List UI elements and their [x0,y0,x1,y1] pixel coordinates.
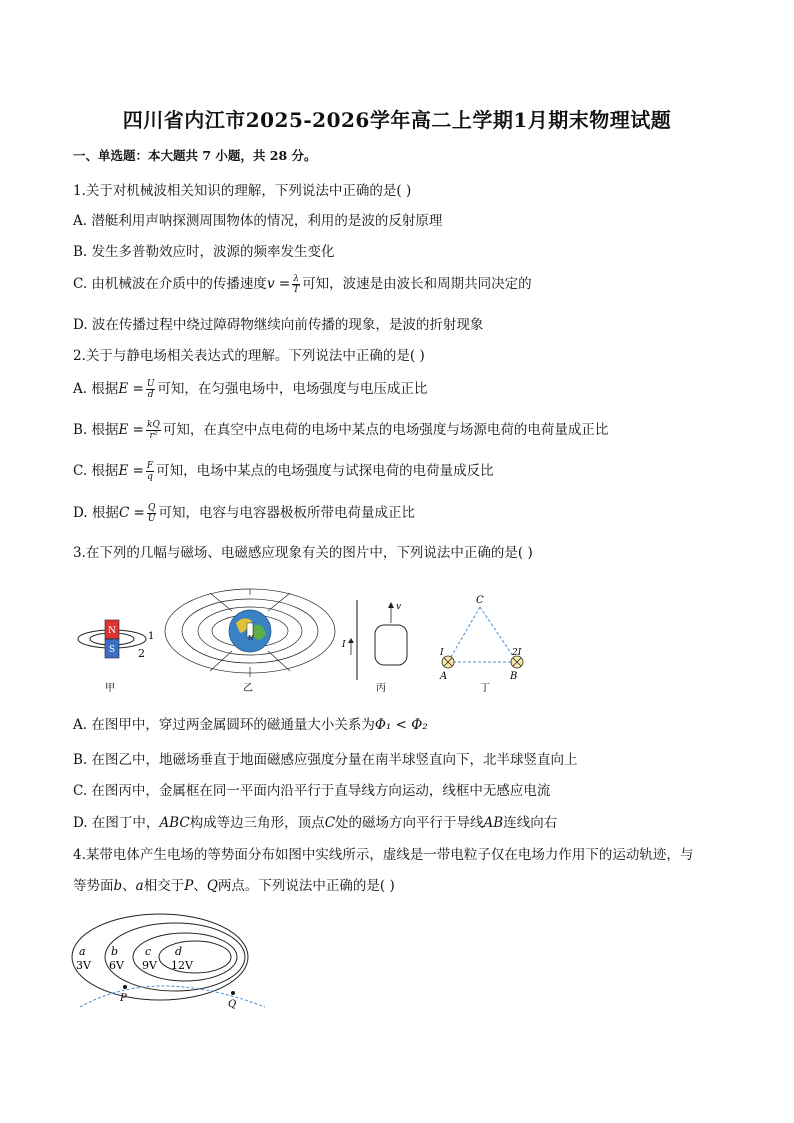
label-3v: 3V [76,959,91,972]
earth-n-label: N [248,635,254,642]
q3-a-math: Φ₁ < Φ₂ [374,717,428,733]
q2-option-d [73,501,415,524]
current-a-label: I [440,648,444,658]
section-heading: 一、单选题：本大题共 7 小题，共 28 分。 [73,148,317,163]
label-c: c [145,945,152,958]
ring-2-label: 2 [138,647,145,660]
q4-stem-line2 [73,874,395,894]
q3-d-suffix: 连线向右 [503,815,558,831]
q1-c-num: λ [293,274,300,284]
q3-option-c: C. 在图丙中，金属框在同一平面内沿平行于直导线方向运动，线框中无感应电流 [73,783,551,799]
q2-c-prefix: C. 根据 [73,463,119,479]
label-b: b [111,945,119,958]
figure-jia-label: 甲 [105,683,115,694]
q2-c-fraction [146,461,154,482]
q1-stem: 1.关于对机械波相关知识的理解，下列说法中正确的是( ) [73,183,412,199]
label-d: d [175,945,183,958]
q3-d-middle2: 处的磁场方向平行于导线 [335,815,484,831]
q2-a-num: U [146,379,155,389]
metal-frame [375,625,407,665]
velocity-arrowhead [388,602,394,608]
q2-d-suffix: 可知，电容与电容器极板所带电荷量成正比 [158,505,415,521]
figure-jia [78,620,154,694]
vertex-b-label: B [510,671,518,682]
q3-a-text: A. 在图甲中，穿过两金属圆环的磁通量大小关系为 [73,717,375,733]
q4-l2-sep: 、 [122,878,136,894]
q3-d-math-ab: AB [483,815,504,831]
q3-option-b: B. 在图乙中，地磁场垂直于地面磁感应强度分量在南半球竖直向下，北半球竖直向上 [73,752,578,768]
q2-c-suffix: 可知，电场中某点的电场强度与试探电荷的电荷量成反比 [156,463,494,479]
q4-l2-math-q: Q [206,878,218,894]
q2-d-den: U [147,514,156,524]
q2-a-fraction [146,379,156,400]
vertex-c-label: C [476,595,484,606]
q2-option-c [73,459,494,482]
q2-a-suffix: 可知，在匀强电场中，电场强度与电压成正比 [157,381,428,397]
q2-d-prefix: D. 根据 [73,505,119,521]
q2-d-var: C = [118,505,145,521]
q3-d-math-abc: ABC [159,815,190,831]
q2-a-var: E = [118,381,144,397]
triangle-side-ca [448,607,480,662]
q1-c-prefix: C. 由机械波在介质中的传播速度 [73,276,267,292]
current-b-label: 2I [512,648,522,658]
q3-stem: 3.在下列的几幅与磁场、电磁感应现象有关的图片中，下列说法中正确的是( ) [73,545,533,561]
q2-option-a [73,377,427,400]
vertex-a-label: A [440,671,448,682]
figure-bing-label: 丙 [376,683,386,694]
label-a: a [79,945,86,958]
q3-d-math-c: C [324,815,336,831]
q3-d-prefix: D. 在图丁中， [73,815,160,831]
equipotential-a [72,914,248,1000]
current-i-label: I [342,640,346,650]
q1-c-fraction [292,274,300,295]
figure-ding-label: 丁 [480,683,490,694]
label-q: Q [228,999,237,1010]
magnet-n-label: N [108,626,116,636]
q4-l2-middle: 相交于 [143,878,185,894]
q2-a-prefix: A. 根据 [73,381,119,397]
q1-option-b: B. 发生多普勒效应时，波源的频率发生变化 [73,244,335,260]
label-12v: 12V [171,959,193,972]
equipotential-d [159,941,231,973]
page-title: 四川省内江市2025-2026学年高二上学期1月期末物理试题 [122,108,672,132]
q4-l2-sep2: 、 [193,878,207,894]
q4-l2-suffix: 两点。下列说法中正确的是( ) [217,878,395,894]
q2-c-num: F [146,461,154,471]
figure-yi-label: 乙 [243,683,253,694]
q1-c-den: T [293,285,300,295]
q4-l2-prefix: 等势面 [73,878,114,894]
current-arrowhead [348,638,354,643]
q1-c-var: v = [266,276,291,292]
q2-b-fraction [146,420,161,441]
q1-option-d: D. 波在传播过程中绕过障碍物继续向前传播的现象，是波的折射现象 [73,317,484,333]
label-p: P [120,993,127,1004]
q4-l2-math-b: b [113,878,123,894]
q2-b-num: kQ [146,420,160,430]
q3-option-a [73,713,428,733]
magnet-s-label: S [108,645,116,655]
figure-yi [165,589,335,677]
point-p [123,985,127,989]
radial-line-3 [210,651,232,671]
radial-line-4 [268,651,290,671]
q4-l2-math-a: a [135,878,144,894]
q3-figures [60,585,560,700]
q2-stem: 2.关于与静电场相关表达式的理解。下列说法中正确的是( ) [73,348,425,364]
q4-stem-line1: 4.某带电体产生电场的等势面分布如图中实线所示，虚线是一带电粒子仅在电场力作用下的运动轨迹，与 [73,847,694,863]
velocity-v-label: v [396,602,402,612]
q2-b-den: r² [149,431,158,441]
q2-c-var: E = [118,463,144,479]
figure-bing [341,600,407,694]
q1-c-suffix: 可知，波速是由波长和周期共同决定的 [302,276,532,292]
figure-ding [439,595,523,694]
q2-a-den: d [147,390,154,400]
q2-b-suffix: 可知，在真空中点电荷的电场中某点的电场强度与场源电荷的电荷量成正比 [162,422,609,438]
q2-d-num: Q [147,503,156,513]
q4-equipotential-figure [65,905,280,1020]
q1-option-a: A. 潜艇利用声呐探测周围物体的情况，利用的是波的反射原理 [73,213,443,229]
point-q [231,991,235,995]
radial-line-1 [210,593,232,611]
q2-d-fraction [147,503,157,524]
q2-c-den: q [147,472,153,482]
q1-option-c [73,272,532,295]
radial-line-2 [268,593,290,611]
q2-b-var: E = [118,422,144,438]
q4-l2-math-p: P [184,878,194,894]
particle-trajectory [80,986,265,1007]
ring-1-label: 1 [148,631,155,642]
label-9v: 9V [142,959,157,972]
q2-b-prefix: B. 根据 [73,422,119,438]
q3-option-d [73,811,557,831]
q2-option-b [73,418,608,441]
q3-d-middle: 构成等边三角形，顶点 [189,815,325,831]
label-6v: 6V [109,959,124,972]
